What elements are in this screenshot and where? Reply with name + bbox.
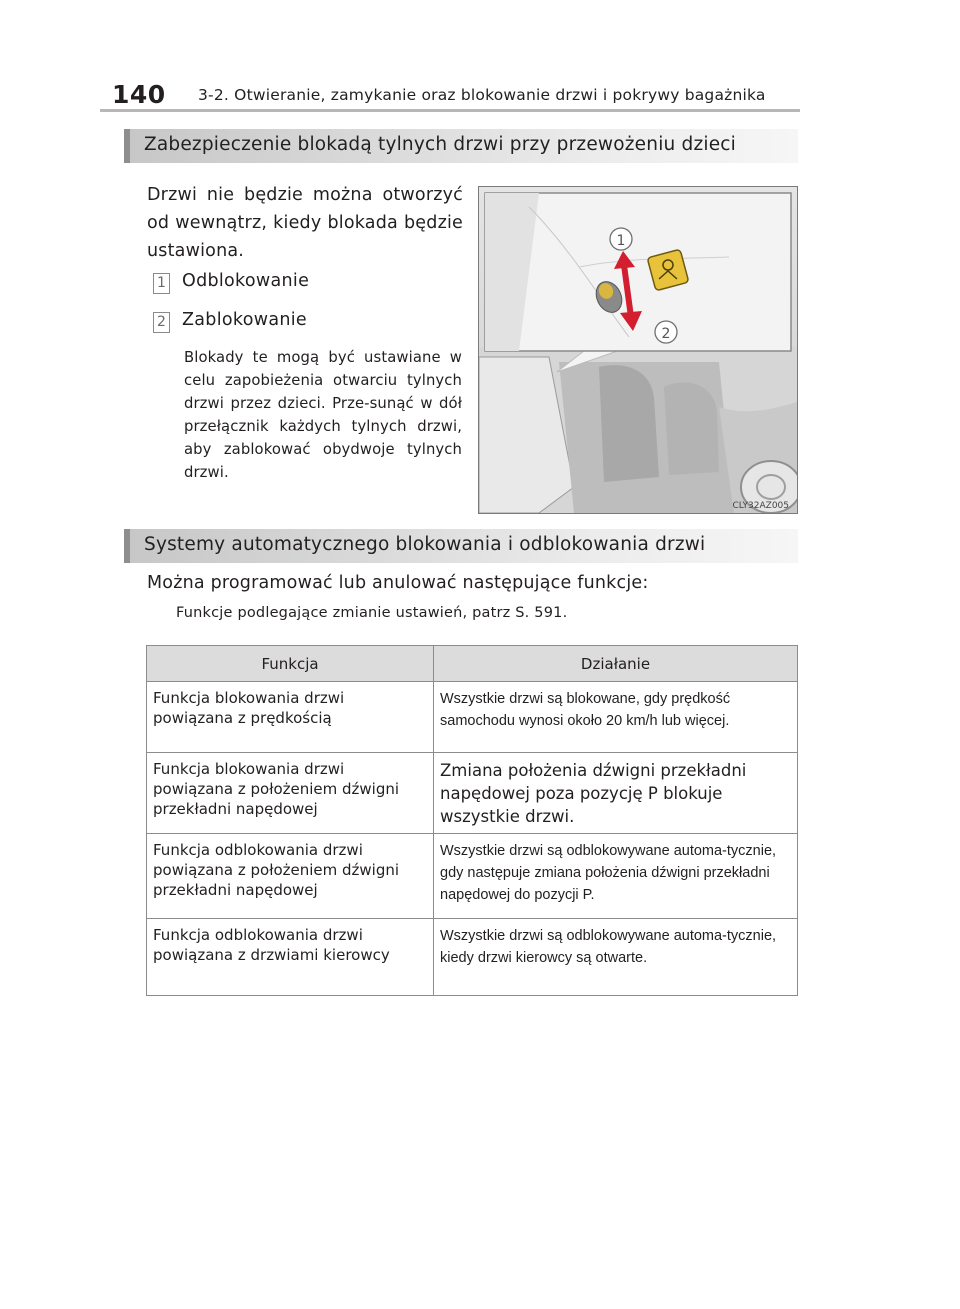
header-operation: Działanie: [434, 646, 798, 682]
child-lock-illustration: [478, 186, 798, 514]
section-heading-child-lock: [124, 129, 798, 163]
child-lock-note: Blokady te mogą być ustawiane w celu zapobieżenia otwarciu tylnych drzwi przez dzieci. Prze-sunąć w dół przełącznik każdych tylnych drzwi, aby zablokować obydwoje tylnych drzwi.: [184, 349, 462, 481]
page-number: 140: [112, 80, 166, 109]
chapter-title: 3-2. Otwieranie, zamykanie oraz blokowanie drzwi i pokrywy bagażnika: [198, 86, 766, 104]
operation-cell: Zmiana położenia dźwigni przekładni napędowej poza pozycję P blokuje wszystkie drzwi.: [434, 753, 798, 834]
lead-paragraph: Można programować lub anulować następujące funkcje:: [147, 573, 649, 593]
table-header-row: [147, 646, 798, 682]
figure-code-text: CLY32AZ005: [732, 501, 789, 511]
header-function: Funkcja: [147, 646, 434, 682]
table-row: [147, 753, 798, 834]
callout-1-text: 1: [616, 233, 626, 249]
section-heading-text: Systemy automatycznego blokowania i odblokowania drzwi: [144, 534, 706, 555]
operation-cell: Wszystkie drzwi są odblokowywane automa-tycznie, kiedy drzwi kierowcy są otwarte.: [434, 919, 798, 996]
header-rule: [100, 109, 800, 112]
function-cell: Funkcja odblokowania drzwi powiązana z położeniem dźwigni przekładni napędowej: [147, 834, 434, 919]
table-row: [147, 834, 798, 919]
callout-2-text: 2: [661, 326, 671, 342]
number-1-icon: 1: [153, 273, 170, 294]
door-illustration-svg: [479, 187, 797, 513]
function-cell: Funkcja blokowania drzwi powiązana z prędkością: [147, 682, 434, 753]
intro-paragraph: Drzwi nie będzie można otworzyć od wewnątrz, kiedy blokada będzie ustawiona.: [147, 185, 463, 261]
item-lock-label: Zablokowanie: [182, 310, 307, 330]
number-2-icon: 2: [153, 312, 170, 333]
settings-reference-note: Funkcje podlegające zmianie ustawień, patrz S. 591.: [176, 605, 568, 621]
rear-seat-shape: [664, 382, 719, 475]
section-heading-auto-lock: [124, 529, 798, 563]
function-cell: Funkcja blokowania drzwi powiązana z położeniem dźwigni przekładni napędowej: [147, 753, 434, 834]
operation-cell: Wszystkie drzwi są blokowane, gdy prędkość samochodu wynosi około 20 km/h lub więcej.: [434, 682, 798, 753]
item-unlock-label: Odblokowanie: [182, 271, 310, 291]
functions-table: [146, 645, 798, 996]
section-heading-text: Zabezpieczenie blokadą tylnych drzwi przy przewożeniu dzieci: [144, 134, 737, 155]
table-row: [147, 682, 798, 753]
function-cell: Funkcja odblokowania drzwi powiązana z drzwiami kierowcy: [147, 919, 434, 996]
operation-cell: Wszystkie drzwi są odblokowywane automa-tycznie, gdy następuje zmiana położenia dźwigni przekładni napędowej do pozycji P.: [434, 834, 798, 919]
table-row: [147, 919, 798, 996]
